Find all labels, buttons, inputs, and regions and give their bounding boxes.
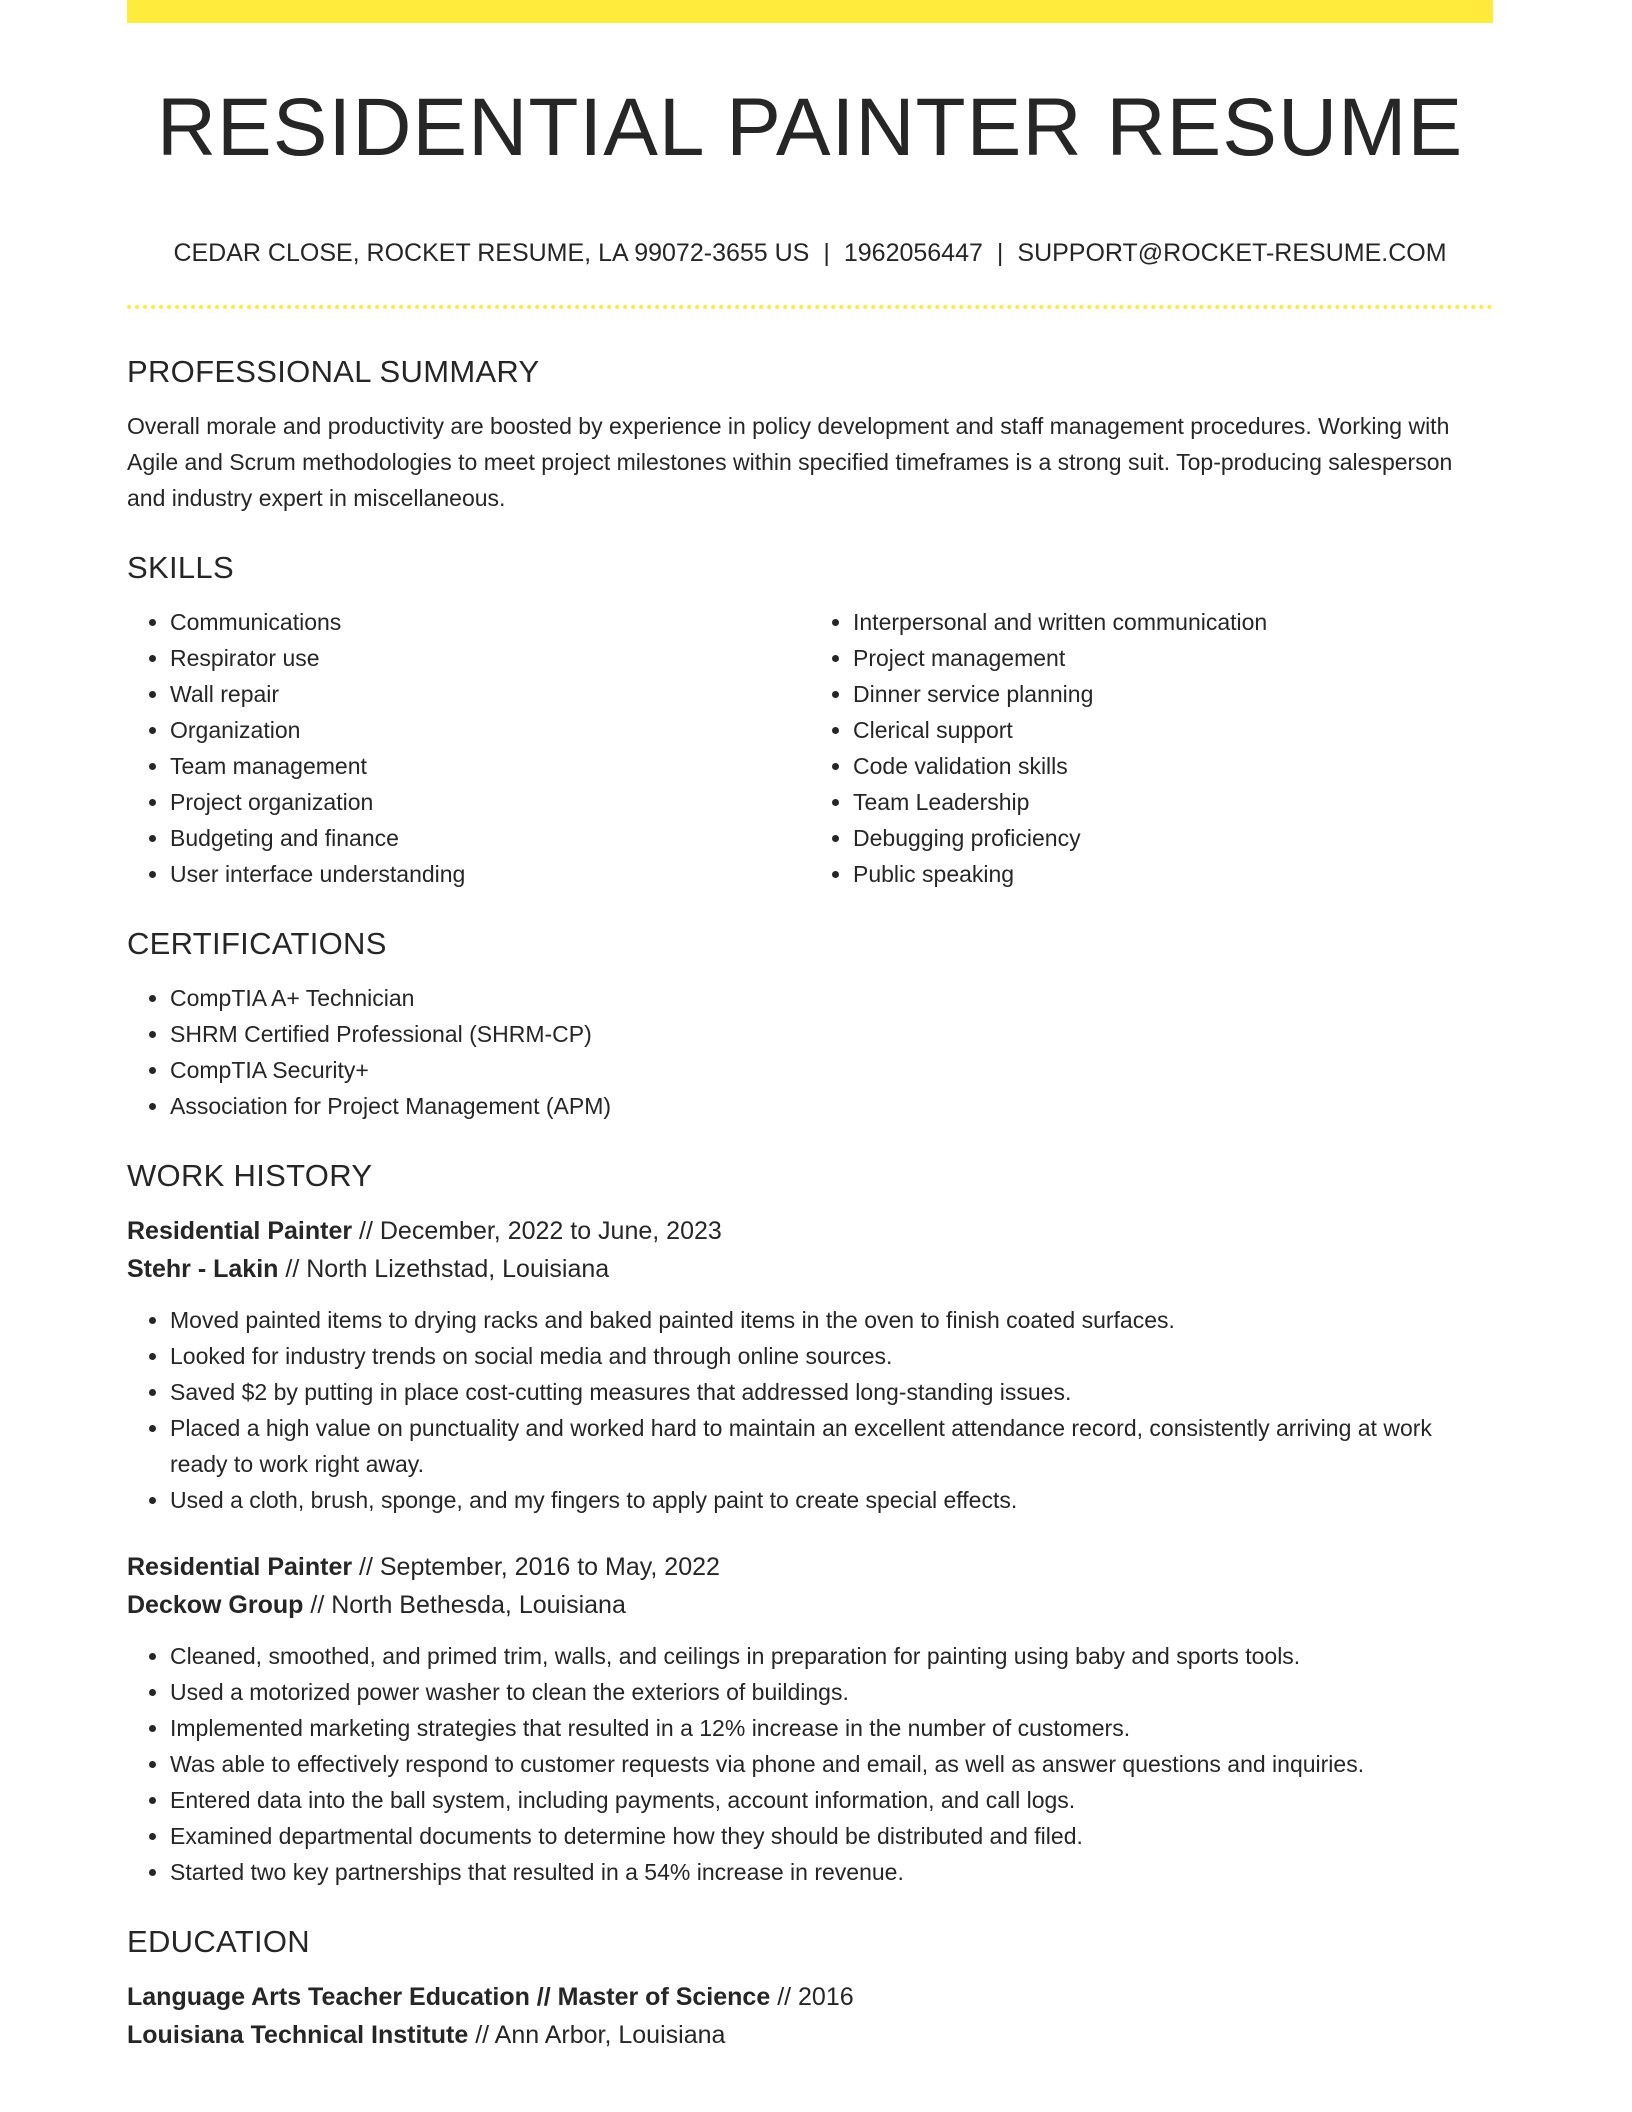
contact-email: SUPPORT@ROCKET-RESUME.COM (1017, 239, 1447, 267)
skill-item: • Wall repair (170, 676, 810, 712)
certifications-list (127, 980, 1493, 1124)
skill-item: • Public speaking (853, 856, 1493, 892)
section-heading-work-history: WORK HISTORY (127, 1158, 373, 1193)
certifications-section (127, 922, 1493, 1124)
certification-item: • CompTIA A+ Technician (170, 980, 1493, 1016)
contact-separator: | (996, 239, 1004, 267)
education-section (127, 1920, 1493, 2054)
education-degree-line (127, 1978, 1493, 2016)
contact-phone: 1962056447 (843, 239, 983, 267)
contact-line (127, 236, 1493, 270)
summary-text: Overall morale and productivity are boosted by experience in policy development and staff management procedures. Working with Agile and Scrum methodologies to meet project milestones within specified timeframes is a strong suit. Top-producing salesperson and industry expert in miscellaneous. (127, 413, 1453, 511)
section-heading-certifications: CERTIFICATIONS (127, 926, 387, 961)
skill-item: • Budgeting and finance (170, 820, 810, 856)
skills-list-left (127, 604, 810, 892)
skill-item: • Project organization (170, 784, 810, 820)
skill-item: • Respirator use (170, 640, 810, 676)
contact-separator: | (823, 239, 830, 267)
job-dates: // September, 2016 to May, 2022 (359, 1553, 720, 1581)
skills-section (127, 546, 1493, 892)
resume-title: RESIDENTIAL PAINTER RESUME (156, 82, 1464, 173)
section-heading-education: EDUCATION (127, 1924, 310, 1959)
education-degree: Language Arts Teacher Education // Master of Science (127, 1983, 771, 2011)
job-bullet: • Saved $2 by putting in place cost-cutting measures that addressed long-standing issues. (170, 1374, 1493, 1410)
job-company: Deckow Group (127, 1591, 304, 1619)
job-bullet: • Entered data into the ball system, including payments, account information, and call logs. (170, 1782, 1493, 1818)
certification-item: • CompTIA Security+ (170, 1052, 1493, 1088)
certification-item: • Association for Project Management (APM) (170, 1088, 1493, 1124)
job-bullet: • Used a cloth, brush, sponge, and my fingers to apply paint to create special effects. (170, 1482, 1493, 1518)
skill-item: • Team management (170, 748, 810, 784)
job-title: Residential Painter (127, 1217, 353, 1245)
job-bullet: • Looked for industry trends on social media and through online sources. (170, 1338, 1493, 1374)
job-bullets (127, 1638, 1493, 1890)
education-school: Louisiana Technical Institute (127, 2021, 469, 2049)
skill-item: • Communications (170, 604, 810, 640)
resume-content (127, 350, 1493, 2054)
job-bullet: • Moved painted items to drying racks and baked painted items in the oven to finish coated surfaces. (170, 1302, 1493, 1338)
job-title-line (127, 1212, 1493, 1250)
education-year: // 2016 (777, 1983, 854, 2011)
job-dates: // December, 2022 to June, 2023 (359, 1217, 722, 1245)
job-bullet: • Implemented marketing strategies that resulted in a 12% increase in the number of customers. (170, 1710, 1493, 1746)
education-school-line (127, 2016, 1493, 2054)
skill-item: • Code validation skills (853, 748, 1493, 784)
skill-item: • Interpersonal and written communication (853, 604, 1493, 640)
work-history-section (127, 1154, 1493, 1890)
skill-item: • Team Leadership (853, 784, 1493, 820)
certification-item: • SHRM Certified Professional (SHRM-CP) (170, 1016, 1493, 1052)
skill-item: • User interface understanding (170, 856, 810, 892)
skill-item: • Organization (170, 712, 810, 748)
job-company-line (127, 1250, 1493, 1288)
job-bullets (127, 1302, 1493, 1518)
job-title-line (127, 1548, 1493, 1586)
job-entry (127, 1548, 1493, 1890)
skill-item: • Debugging proficiency (853, 820, 1493, 856)
education-entry (127, 1978, 1493, 2054)
job-bullet: • Examined departmental documents to determine how they should be distributed and filed. (170, 1818, 1493, 1854)
job-title: Residential Painter (127, 1553, 353, 1581)
education-location: // Ann Arbor, Louisiana (475, 2021, 726, 2049)
job-company-line (127, 1586, 1493, 1624)
skills-list-right (810, 604, 1493, 892)
job-bullet: • Was able to effectively respond to customer requests via phone and email, as well as answer questions and inquiries. (170, 1746, 1493, 1782)
job-company: Stehr - Lakin (127, 1255, 279, 1283)
job-entry (127, 1212, 1493, 1518)
skill-item: • Project management (853, 640, 1493, 676)
job-bullet: • Used a motorized power washer to clean the exteriors of buildings. (170, 1674, 1493, 1710)
job-location: // North Bethesda, Louisiana (310, 1591, 626, 1619)
dotted-divider (127, 305, 1493, 309)
skills-grid (127, 604, 1493, 892)
section-heading-summary: PROFESSIONAL SUMMARY (127, 354, 540, 389)
job-location: // North Lizethstad, Louisiana (285, 1255, 610, 1283)
skill-item: • Dinner service planning (853, 676, 1493, 712)
skill-item: • Clerical support (853, 712, 1493, 748)
top-accent-bar (127, 0, 1493, 23)
job-bullet: • Placed a high value on punctuality and worked hard to maintain an excellent attendance record, consistently arriving at work ready to work right away. (170, 1410, 1493, 1482)
job-bullet: • Started two key partnerships that resulted in a 54% increase in revenue. (170, 1854, 1493, 1890)
contact-address: CEDAR CLOSE, ROCKET RESUME, LA 99072-3655 US (173, 239, 810, 267)
summary-section (127, 350, 1493, 516)
job-bullet: • Cleaned, smoothed, and primed trim, walls, and ceilings in preparation for painting using baby and sports tools. (170, 1638, 1493, 1674)
section-heading-skills: SKILLS (127, 550, 234, 585)
